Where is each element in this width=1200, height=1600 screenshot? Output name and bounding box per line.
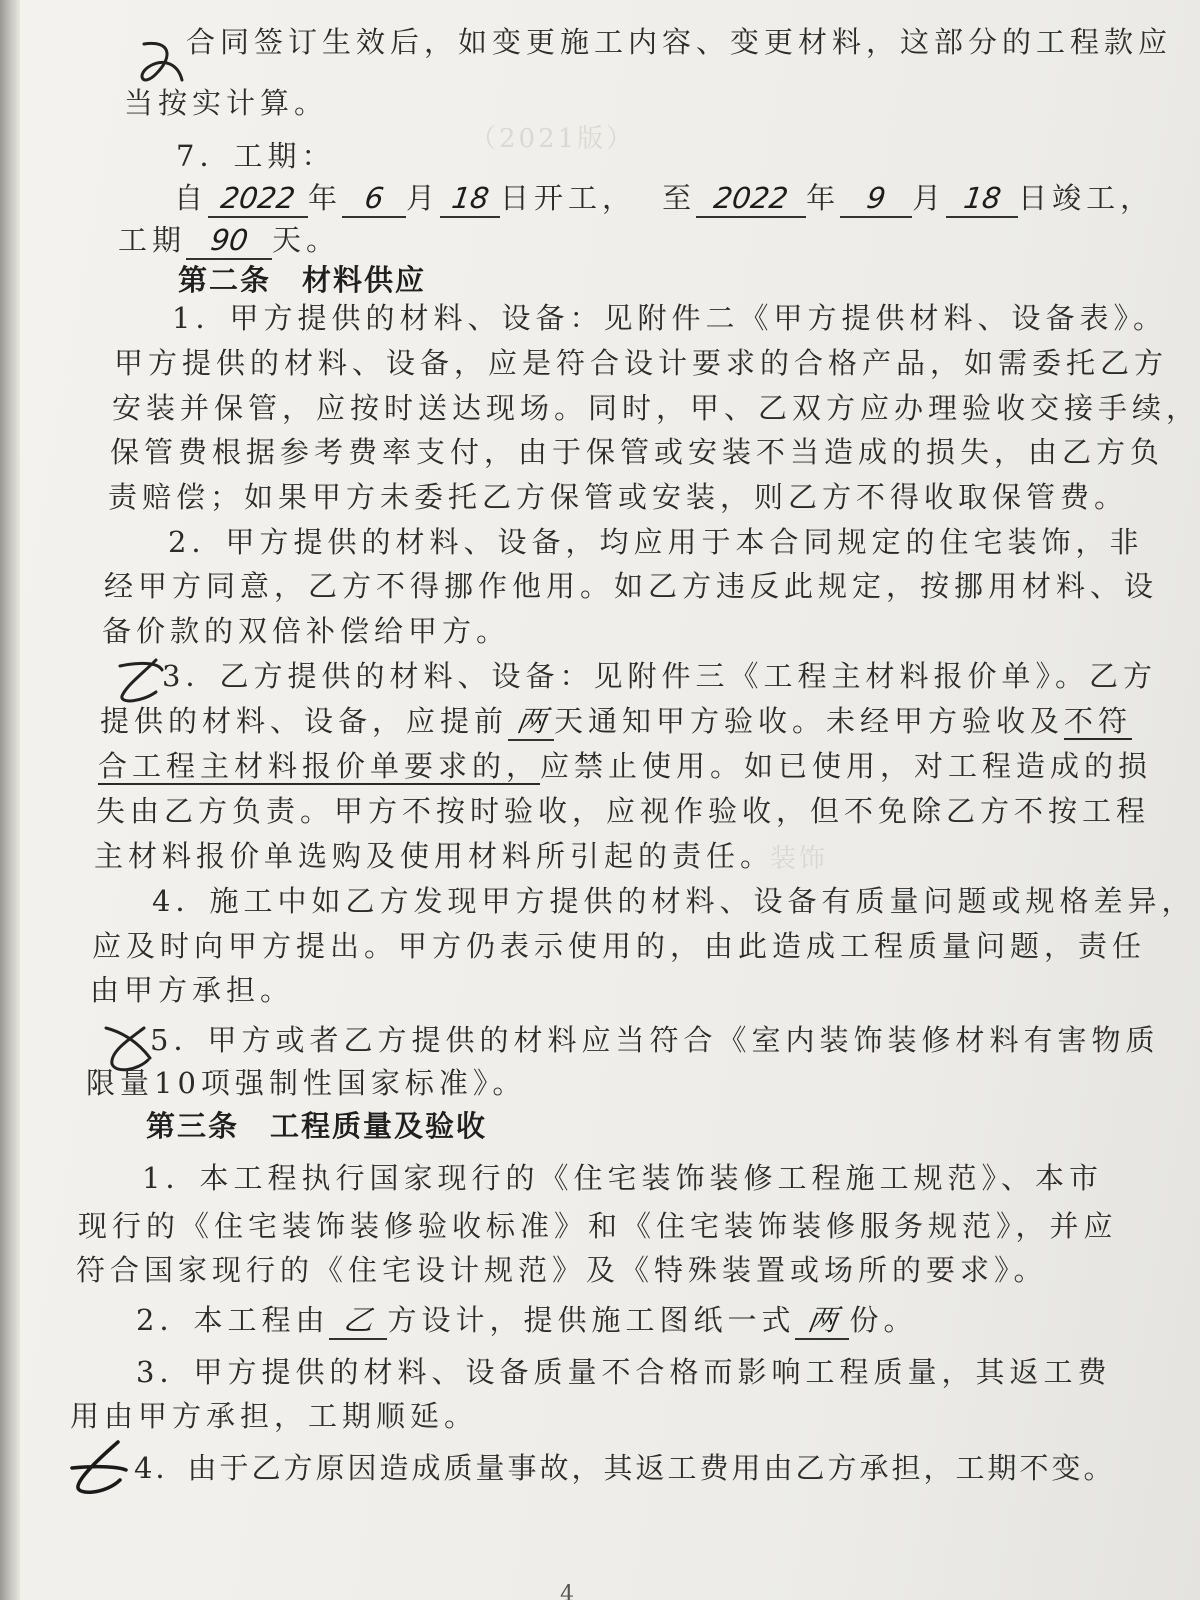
to-label: 至 (662, 181, 697, 215)
article-3-heading: 第三条 工程质量及验收 (146, 1109, 488, 1143)
text-line: 保管费根据参考费率支付，由于保管或安装不当造成的损失，由乙方负 (110, 435, 1165, 469)
text-line: 安装并保管，应按时送达现场。同时，甲、乙双方应办理验收交接手续， (112, 391, 1200, 425)
text-line: 1．甲方提供的材料、设备：见附件二《甲方提供材料、设备表》。 (172, 301, 1167, 335)
text-line (98, 748, 1152, 784)
text-segment: 应禁止使用。如已使用，对工程造成的损 (540, 749, 1153, 783)
text-line (100, 703, 1132, 741)
text-segment: 天通知甲方验收。未经甲方验收及 (554, 704, 1065, 738)
text-line: 用由甲方承担，工期顺延。 (70, 1399, 479, 1433)
text-line: 4．施工中如乙方发现甲方提供的材料、设备有质量问题或规格差异， (152, 884, 1196, 918)
start-day-field[interactable] (440, 180, 500, 218)
text-line: 当按实计算。 (124, 86, 329, 120)
text-line: 现行的《住宅装饰装修验收标准》和《住宅装饰装修服务规范》，并应 (78, 1209, 1118, 1243)
work-period-line (174, 180, 1154, 218)
duration-label: 工期 (118, 223, 187, 257)
underlined-text: 不符 (1064, 704, 1133, 738)
start-year-handwritten: 2022 (218, 181, 298, 215)
text-line (136, 1302, 917, 1340)
page-number: 4 (560, 1582, 574, 1600)
text-segment: 2．本工程由 (136, 1303, 330, 1337)
end-day-field[interactable] (946, 180, 1018, 218)
month-label: 月 (406, 181, 441, 215)
text-line: 3．乙方提供的材料、设备：见附件三《工程主材料报价单》。乙方 (162, 659, 1157, 693)
text-segment: 方设计，提供施工图纸一式 (387, 1303, 796, 1337)
end-year-field[interactable] (696, 180, 806, 218)
end-month-handwritten: 9 (864, 181, 888, 215)
drawing-copies-field[interactable] (795, 1302, 849, 1340)
start-day-handwritten: 18 (449, 181, 491, 215)
text-line: 经甲方同意，乙方不得挪作他用。如乙方违反此规定，按挪用材料、设 (104, 569, 1159, 603)
text-line: 3．甲方提供的材料、设备质量不合格而影响工程质量，其返工费 (136, 1355, 1112, 1389)
month-label: 月 (912, 181, 947, 215)
underlined-text: 合工程主材料报价单要求的， (98, 749, 541, 783)
text-line: 4．由于乙方原因造成质量事故，其返工费用由乙方承担，工期不变。 (134, 1451, 1116, 1485)
text-segment: 提供的材料、设备，应提前 (100, 704, 509, 738)
year-label: 年 (806, 181, 841, 215)
drawing-copies-handwritten: 两 (805, 1303, 840, 1337)
text-line: 应及时向甲方提出。甲方仍表示使用的，由此造成工程质量问题，责任 (92, 929, 1147, 963)
text-line: 7．工期： (176, 139, 336, 173)
days-label: 天。 (272, 223, 341, 257)
text-line: 甲方提供的材料、设备，应是符合设计要求的合格产品，如需委托乙方 (114, 346, 1169, 380)
year-label: 年 (308, 181, 343, 215)
text-line: 主材料报价单选购及使用材料所引起的责任。 (94, 839, 775, 873)
text-line: 失由乙方负责。甲方不按时验收，应视作验收，但不免除乙方不按工程 (96, 794, 1151, 828)
start-suffix: 日开工， (500, 181, 637, 215)
text-line: 符合国家现行的《住宅设计规范》及《特殊装置或场所的要求》。 (76, 1253, 1048, 1287)
duration-line (118, 222, 340, 260)
binding-edge (0, 0, 20, 1600)
text-line: 由甲方承担。 (90, 973, 295, 1007)
text-line: 1．本工程执行国家现行的《住宅装饰装修工程施工规范》、本市 (142, 1161, 1103, 1195)
start-month-handwritten: 6 (362, 181, 386, 215)
text-line: 责赔偿；如果甲方未委托乙方保管或安装，则乙方不得收取保管费。 (108, 480, 1129, 514)
end-day-handwritten: 18 (961, 181, 1003, 215)
duration-handwritten: 90 (208, 223, 250, 257)
notice-days-handwritten: 两 (514, 704, 548, 738)
text-line: 2．甲方提供的材料、设备，均应用于本合同规定的住宅装饰，非 (168, 525, 1144, 559)
duration-field[interactable] (186, 222, 272, 260)
text-line: 合同签订生效后，如变更施工内容、变更材料，这部分的工程款应 (186, 25, 1173, 59)
handwritten-check-mark (62, 1436, 134, 1500)
start-month-field[interactable] (342, 180, 406, 218)
from-label: 自 (174, 181, 209, 215)
notice-days-field[interactable] (508, 703, 554, 741)
text-line: 限量10项强制性国家标准》。 (86, 1066, 527, 1100)
end-year-handwritten: 2022 (711, 181, 791, 215)
bleed-through-text: （2021版） (470, 124, 636, 154)
designer-party-handwritten: 乙 (341, 1303, 376, 1337)
article-2-heading: 第二条 材料供应 (178, 263, 427, 297)
bleed-through-text: 装饰 (770, 844, 829, 874)
start-year-field[interactable] (208, 180, 308, 218)
text-line: 5．甲方或者乙方提供的材料应当符合《室内装饰装修材料有害物质 (150, 1023, 1160, 1057)
text-line: 备价款的双倍补偿给甲方。 (102, 614, 511, 648)
end-suffix: 日竣工， (1018, 181, 1155, 215)
end-month-field[interactable] (840, 180, 912, 218)
designer-party-field[interactable] (329, 1302, 387, 1340)
text-segment: 份。 (849, 1303, 918, 1337)
